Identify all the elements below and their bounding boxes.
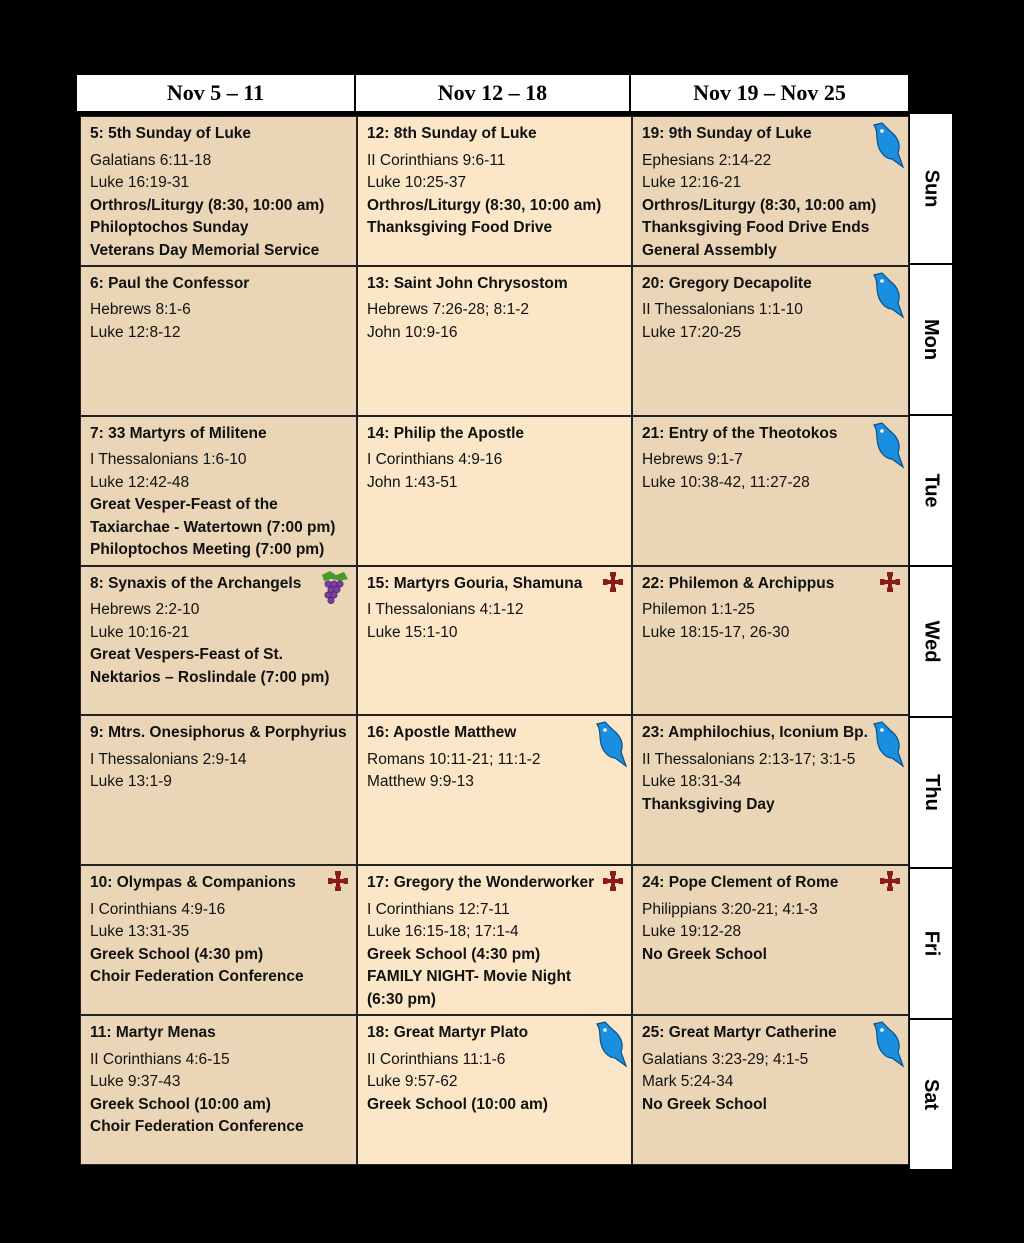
grapes-icon <box>316 569 350 605</box>
day-label-text: Tue <box>920 473 943 508</box>
day-cell-thu-week1 <box>80 715 357 865</box>
event-text: Thanksgiving Day <box>642 795 775 813</box>
event-text: FAMILY NIGHT- Movie Night <box>367 968 572 986</box>
scripture-reading: Luke 19:12-28 <box>642 923 742 941</box>
scripture-reading: Luke 13:1-9 <box>90 773 172 791</box>
day-cell-thu-week2 <box>357 715 632 865</box>
scripture-reading: I Thessalonians 1:6-10 <box>90 451 247 469</box>
scripture-reading: Hebrews 8:1-6 <box>90 301 191 319</box>
day-title: 13: Saint John Chrysostom <box>367 274 568 292</box>
day-label-text: Fri <box>920 930 943 957</box>
scripture-reading: Galatians 6:11-18 <box>90 151 212 169</box>
event-text: Philoptochos Meeting (7:00 pm) <box>90 541 325 559</box>
day-title: 17: Gregory the Wonderworker <box>367 874 595 892</box>
day-label-sun <box>909 113 953 264</box>
day-title: 15: Martyrs Gouria, Shamuna <box>367 574 583 592</box>
event-text: Greek School (10:00 am) <box>367 1095 548 1113</box>
event-text: Choir Federation Conference <box>90 968 304 986</box>
day-title: 16: Apostle Matthew <box>367 724 517 742</box>
event-text: No Greek School <box>642 1095 767 1113</box>
scripture-reading: Hebrews 2:2-10 <box>90 601 200 619</box>
scripture-reading: Luke 12:16-21 <box>642 174 742 191</box>
day-cell-wed-week3 <box>632 566 909 716</box>
day-cell-fri-week2 <box>357 865 632 1015</box>
day-title: 19: 9th Sunday of Luke <box>642 125 812 142</box>
scripture-reading: II Corinthians 4:6-15 <box>90 1050 230 1068</box>
scripture-reading: Luke 16:15-18; 17:1-4 <box>367 923 519 941</box>
day-title: 18: Great Martyr Plato <box>367 1024 529 1042</box>
day-title: 11: Martyr Menas <box>90 1024 216 1042</box>
event-text: Veterans Day Memorial Service <box>90 241 320 259</box>
day-title: 8: Synaxis of the Archangels <box>90 574 302 592</box>
scripture-reading: Luke 10:16-21 <box>90 623 190 641</box>
scripture-reading: II Thessalonians 2:13-17; 3:1-5 <box>642 750 856 768</box>
day-title: 5: 5th Sunday of Luke <box>90 125 252 142</box>
day-cell-sat-week1 <box>80 1015 357 1165</box>
event-text: (6:30 pm) <box>367 990 436 1008</box>
week-header-3: Nov 19 – Nov 25 <box>630 74 909 112</box>
scripture-reading: II Thessalonians 1:1-10 <box>642 301 803 319</box>
day-label-thu <box>909 717 953 868</box>
day-label-tue <box>909 415 953 566</box>
day-labels-column <box>909 113 951 1170</box>
fish-icon <box>868 421 904 469</box>
scripture-reading: II Corinthians 9:6-11 <box>367 151 506 169</box>
day-label-wed <box>909 566 953 717</box>
cross-icon <box>326 870 350 894</box>
day-label-text: Wed <box>920 620 943 663</box>
cross-icon <box>878 571 902 595</box>
day-title: 22: Philemon & Archippus <box>642 574 835 592</box>
day-cell-mon-week2 <box>357 266 632 416</box>
event-text: Great Vespers-Feast of St. <box>90 646 283 664</box>
day-cell-wed-week1 <box>80 566 357 716</box>
day-label-text: Thu <box>920 774 943 811</box>
event-text: General Assembly <box>642 241 777 259</box>
scripture-reading: Ephesians 2:14-22 <box>642 151 772 169</box>
day-cell-wed-week2 <box>357 566 632 716</box>
event-text: Taxiarchae - Watertown (7:00 pm) <box>90 518 336 536</box>
day-title: 12: 8th Sunday of Luke <box>367 125 537 142</box>
day-label-fri <box>909 868 953 1019</box>
event-text: Orthros/Liturgy (8:30, 10:00 am) <box>367 196 602 214</box>
scripture-reading: Mark 5:24-34 <box>642 1073 734 1091</box>
event-text: Greek School (4:30 pm) <box>367 945 541 963</box>
week-header-row <box>76 74 909 112</box>
scripture-reading: I Corinthians 12:7-11 <box>367 900 510 918</box>
scripture-reading: Luke 10:25-37 <box>367 174 467 191</box>
day-title: 6: Paul the Confessor <box>90 274 250 292</box>
scripture-reading: I Thessalonians 2:9-14 <box>90 750 247 768</box>
day-label-text: Sun <box>920 169 943 208</box>
scripture-reading: I Thessalonians 4:1-12 <box>367 601 524 619</box>
scripture-reading: Philemon 1:1-25 <box>642 601 755 619</box>
day-label-mon <box>909 264 953 415</box>
calendar-grid <box>78 114 907 1167</box>
event-text: Great Vesper-Feast of the <box>90 496 278 514</box>
event-text: Thanksgiving Food Drive Ends <box>642 219 870 236</box>
scripture-reading: John 1:43-51 <box>367 473 458 491</box>
scripture-reading: Romans 10:11-21; 11:1-2 <box>367 750 541 768</box>
day-cell-tue-week3 <box>632 416 909 566</box>
event-text: Greek School (4:30 pm) <box>90 945 264 963</box>
day-cell-thu-week3 <box>632 715 909 865</box>
event-text: No Greek School <box>642 945 767 963</box>
day-cell-sat-week3 <box>632 1015 909 1165</box>
fish-icon <box>868 271 904 319</box>
event-text: Thanksgiving Food Drive <box>367 219 553 236</box>
day-title: 14: Philip the Apostle <box>367 424 525 442</box>
scripture-reading: Luke 18:31-34 <box>642 773 742 791</box>
day-title: 25: Great Martyr Catherine <box>642 1024 837 1042</box>
day-cell-mon-week1 <box>80 266 357 416</box>
day-label-text: Sat <box>920 1078 943 1111</box>
day-label-text: Mon <box>920 318 943 361</box>
day-cell-sun-week3 <box>632 116 909 266</box>
event-text: Choir Federation Conference <box>90 1118 304 1136</box>
event-text: Philoptochos Sunday <box>90 219 249 236</box>
day-cell-mon-week3 <box>632 266 909 416</box>
scripture-reading: Luke 18:15-17, 26-30 <box>642 623 790 641</box>
event-text: Orthros/Liturgy (8:30, 10:00 am) <box>90 196 325 214</box>
scripture-reading: Hebrews 7:26-28; 8:1-2 <box>367 301 529 319</box>
day-title: 24: Pope Clement of Rome <box>642 874 839 892</box>
week-header-2: Nov 12 – 18 <box>355 74 630 112</box>
fish-icon <box>591 720 627 768</box>
fish-icon <box>868 121 904 169</box>
fish-icon <box>591 1020 627 1068</box>
scripture-reading: I Corinthians 4:9-16 <box>90 900 226 918</box>
scripture-reading: Luke 10:38-42, 11:27-28 <box>642 473 810 491</box>
day-cell-fri-week1 <box>80 865 357 1015</box>
scripture-reading: Luke 17:20-25 <box>642 323 742 341</box>
cross-icon <box>601 571 625 595</box>
day-cell-sun-week1 <box>80 116 357 266</box>
scripture-reading: Luke 15:1-10 <box>367 623 458 641</box>
scripture-reading: Luke 9:37-43 <box>90 1073 181 1091</box>
day-title: 23: Amphilochius, Iconium Bp. <box>642 724 868 742</box>
scripture-reading: I Corinthians 4:9-16 <box>367 451 503 469</box>
day-cell-sat-week2 <box>357 1015 632 1165</box>
day-cell-fri-week3 <box>632 865 909 1015</box>
scripture-reading: Hebrews 9:1-7 <box>642 451 743 469</box>
scripture-reading: II Corinthians 11:1-6 <box>367 1050 506 1068</box>
day-title: 10: Olympas & Companions <box>90 874 296 892</box>
event-text: Nektarios – Roslindale (7:00 pm) <box>90 668 330 686</box>
scripture-reading: Matthew 9:9-13 <box>367 773 474 791</box>
cross-icon <box>878 870 902 894</box>
day-cell-sun-week2 <box>357 116 632 266</box>
event-text: Greek School (10:00 am) <box>90 1095 271 1113</box>
day-title: 7: 33 Martyrs of Militene <box>90 424 267 442</box>
fish-icon <box>868 720 904 768</box>
week-header-1: Nov 5 – 11 <box>76 74 355 112</box>
scripture-reading: Luke 12:42-48 <box>90 473 190 491</box>
scripture-reading: Luke 16:19-31 <box>90 174 190 191</box>
day-cell-tue-week2 <box>357 416 632 566</box>
scripture-reading: Luke 13:31-35 <box>90 923 190 941</box>
scripture-reading: John 10:9-16 <box>367 323 458 341</box>
scripture-reading: Galatians 3:23-29; 4:1-5 <box>642 1050 809 1068</box>
scripture-reading: Luke 9:57-62 <box>367 1073 458 1091</box>
scripture-reading: Luke 12:8-12 <box>90 323 181 341</box>
fish-icon <box>868 1020 904 1068</box>
day-title: 20: Gregory Decapolite <box>642 274 812 292</box>
day-cell-tue-week1 <box>80 416 357 566</box>
cross-icon <box>601 870 625 894</box>
day-title: 9: Mtrs. Onesiphorus & Porphyrius <box>90 724 347 742</box>
day-title: 21: Entry of the Theotokos <box>642 424 838 442</box>
day-label-sat <box>909 1019 953 1170</box>
scripture-reading: Philippians 3:20-21; 4:1-3 <box>642 900 818 918</box>
event-text: Orthros/Liturgy (8:30, 10:00 am) <box>642 196 877 214</box>
